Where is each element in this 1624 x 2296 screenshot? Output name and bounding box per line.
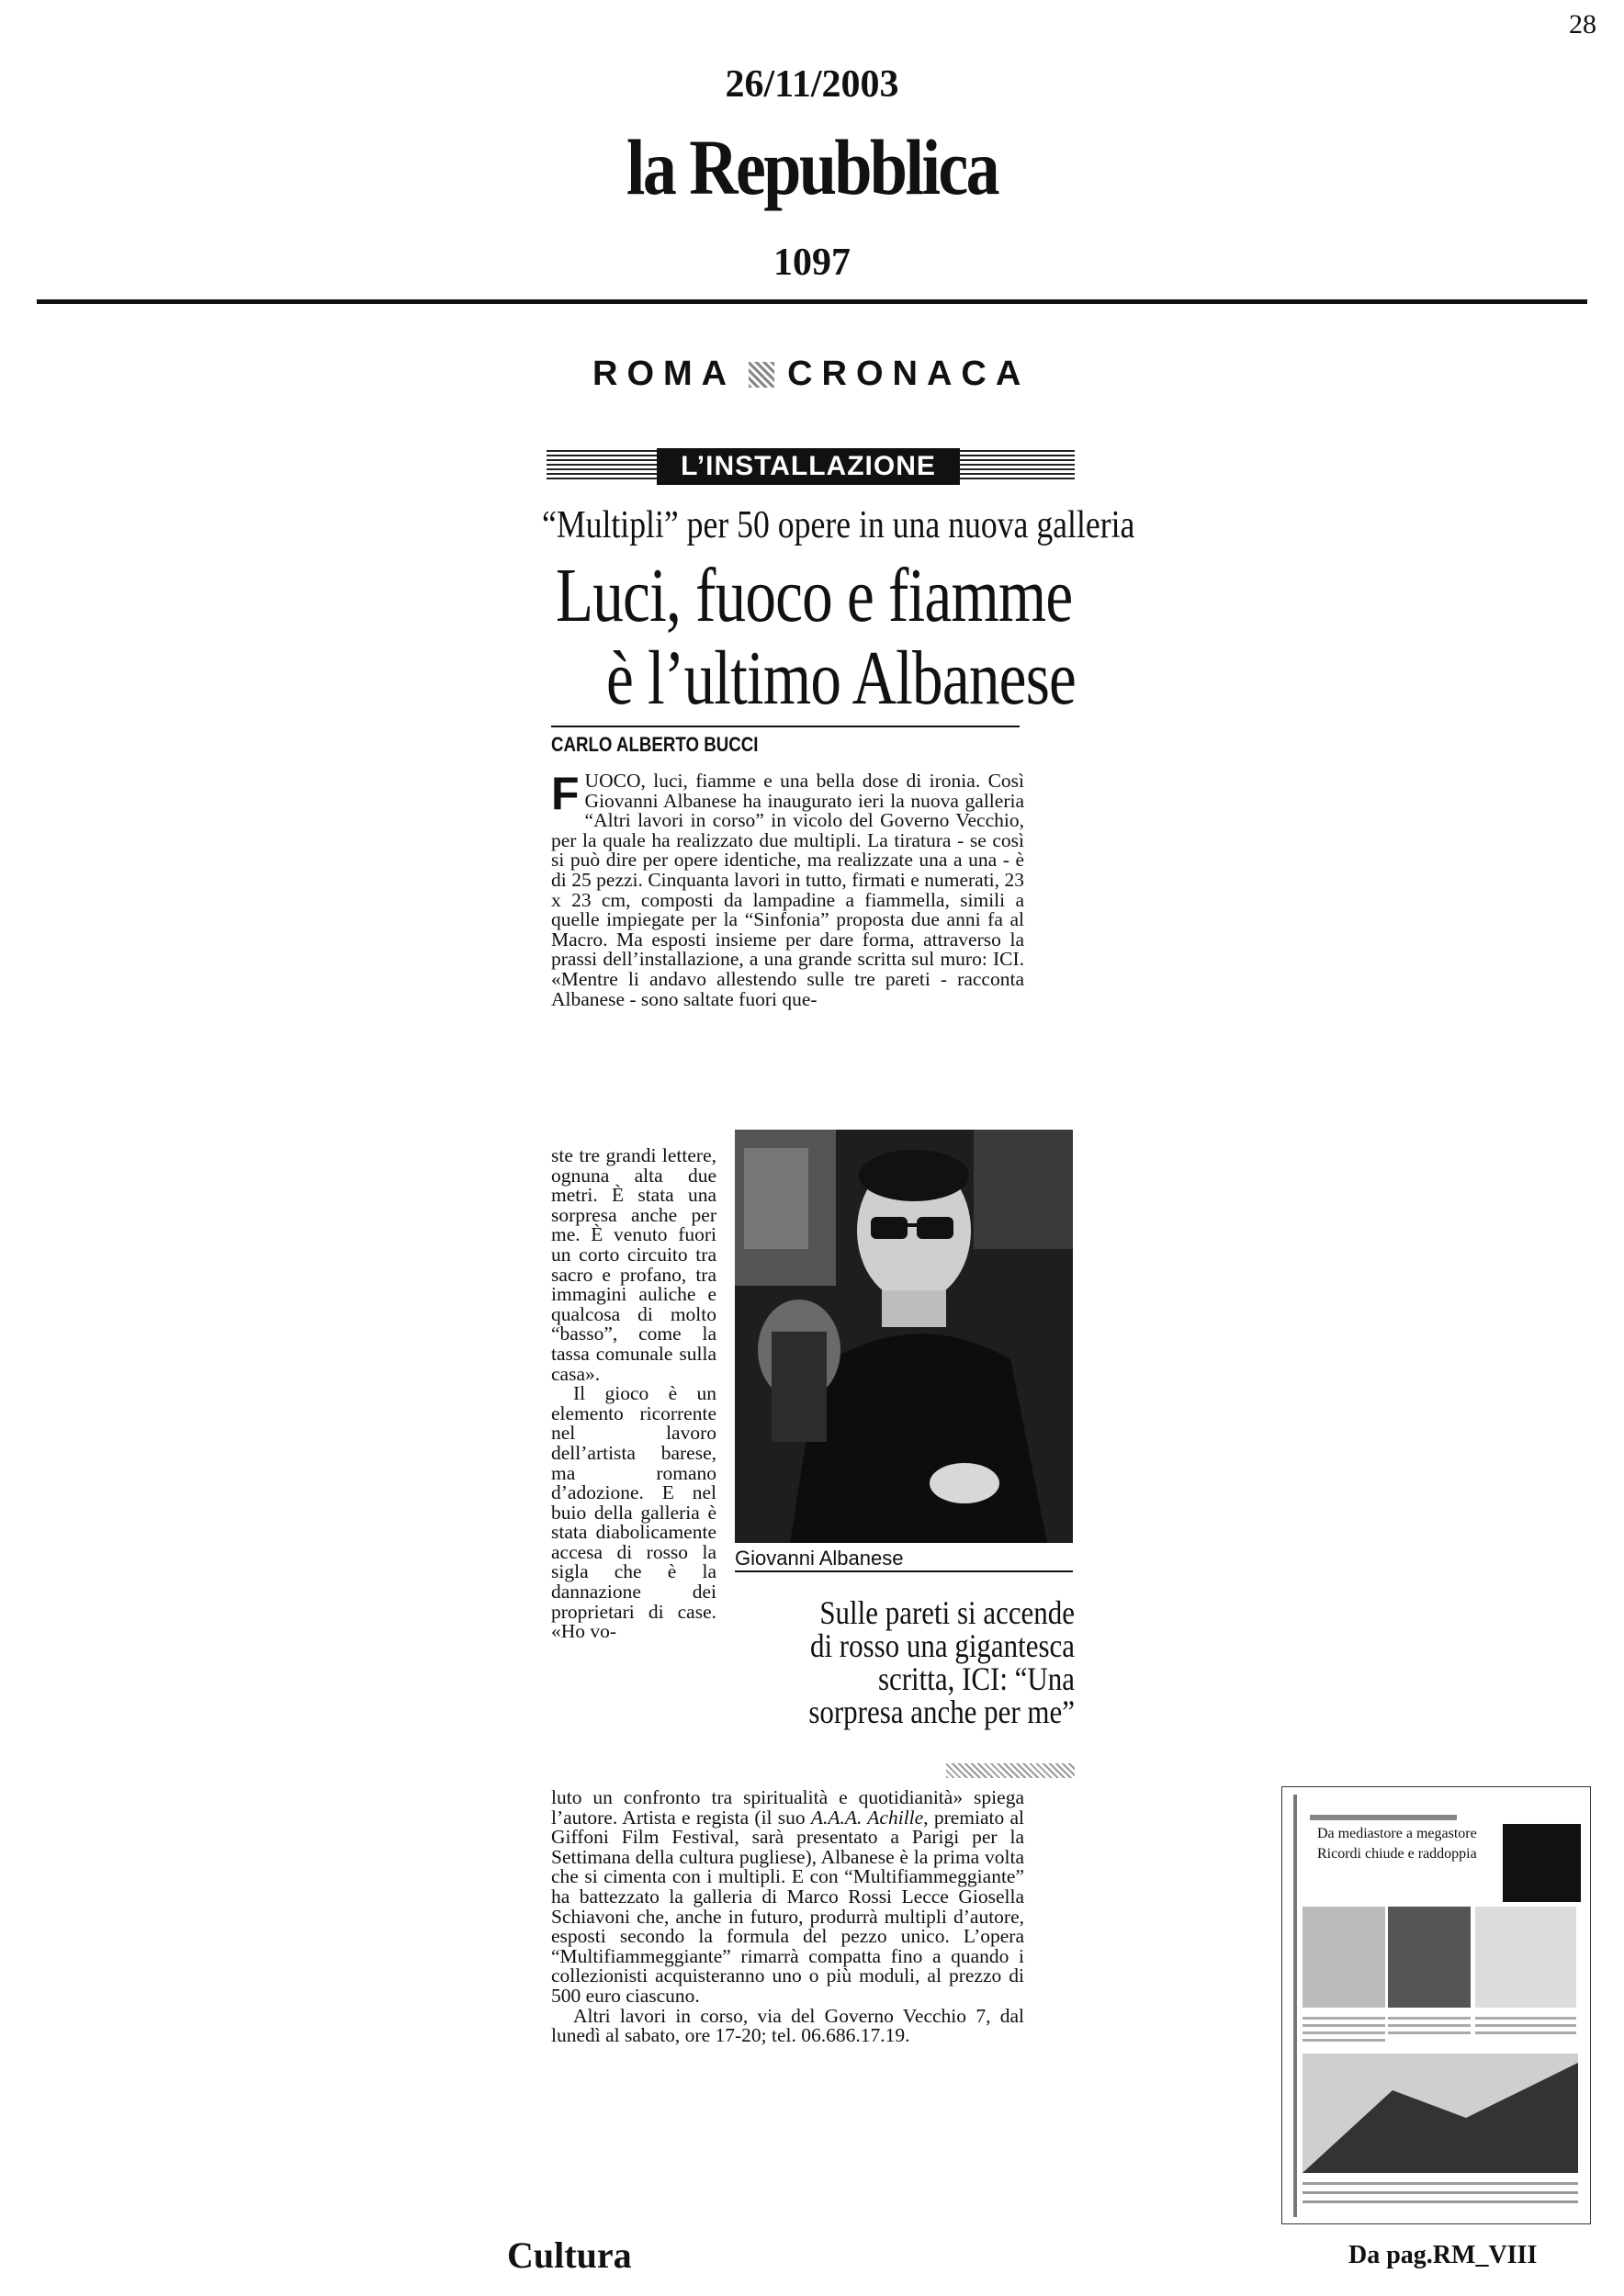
caption-divider: [735, 1570, 1073, 1572]
section-separator-icon: [749, 362, 774, 388]
pull-quote-line: scritta, ICI: “Una: [877, 1660, 1075, 1697]
issue-code: 1097: [773, 242, 851, 284]
pull-quote-ornament: [946, 1763, 1075, 1778]
section-right: CRONACA: [787, 355, 1031, 393]
newspaper-masthead: la Repubblica: [626, 123, 998, 211]
article-body-top: [551, 768, 1024, 1010]
article-headline-line1: Luci, fuoco e fiamme: [556, 553, 1073, 638]
film-title: A.A.A. Achille: [810, 1806, 924, 1829]
footer-page-reference: Da pag.RM_VIII: [1348, 2241, 1538, 2269]
article-subheadline: “Multipli” per 50 opere in una nuova galleria: [542, 504, 1135, 546]
paragraph-text: luto un confronto tra spiritualità e quotidianità» spiega l’autore. Artista e regista (il suo: [551, 1786, 1024, 1829]
publication-date: 26/11/2003: [725, 63, 899, 106]
artist-portrait-image: [735, 1130, 1073, 1543]
article-paragraph-3: Altri lavori in corso, via del Governo Vecchio 7, dal lunedì al sabato, ore 17-20; tel. 06.686.17.19.: [551, 2004, 1024, 2047]
footer-section-label: Cultura: [507, 2234, 632, 2276]
artist-photo: [735, 1130, 1073, 1543]
article-body-narrow: [551, 1146, 716, 1642]
thumbnail-headline-2: Ricordi chiude e raddoppia: [1317, 1846, 1477, 1862]
pull-quote: [735, 1596, 1075, 1728]
thumbnail-headline: Da mediastore a megastore: [1317, 1826, 1477, 1841]
photo-caption: Giovanni Albanese: [735, 1547, 904, 1570]
pull-quote-line: Sulle pareti si accende: [819, 1594, 1075, 1631]
section-header: [592, 355, 1030, 394]
article-headline-line2: è l’ultimo Albanese: [606, 636, 1077, 721]
section-left: ROMA: [592, 355, 737, 393]
article-byline: CARLO ALBERTO BUCCI: [551, 733, 759, 756]
article-paragraph-1: UOCO, luci, fiamme e una bella dose di ironia. Così Giovanni Albanese ha inaugurato ieri la nuova galleria “Altri lavori in corso” in vicolo del Governo Vecchio, per la quale ha realizzato due multipli. La tiratura - se così si può dire per opere identiche, ma realizzate una a una - è di 25 pezzi. Cinquanta lavori in tutto, firmati e numerati, 23 x 23 cm, composti da lampadine a fiammella, simili a quelle impiegate per la “Sinfonia” proposta due anni fa al Macro. Ma esposti insieme per dare forma, attraverso la prassi dell’installazione, a una grande scritta sul muro: ICI. «Mentre li andavo allestendo sulle tre pareti - racconta Albanese - sono saltate fuori que-: [551, 770, 1024, 1010]
article-kicker: L’INSTALLAZIONE: [657, 448, 960, 485]
article-paragraph-1-cont: ste tre grandi lettere, ognuna alta due metri. È stata una sorpresa anche per me. È venuto fuori un corto circuito tra sacro e profano, tra immagini auliche e qualcosa di molto “basso”, come la tassa comunale sulla casa».: [551, 1144, 716, 1385]
byline-divider: [551, 726, 1020, 727]
page-number: 28: [1569, 9, 1596, 39]
article-paragraph-2: Il gioco è un elemento ricorrente nel lavoro dell’artista barese, ma romano d’adozione. E nel buio della galleria è stata diabolicamente accesa di rosso la sigla che è la dannazione dei proprietari di case. «Ho vo-: [551, 1382, 716, 1643]
paragraph-text: , premiato al Giffoni Film Festival, sarà presentato a Parigi per la Settimana della cultura pugliese), Albanese è la prima volta che si cimenta con i multipli. E con “Multifiammeggiante” ha battezzato la galleria di Marco Rossi Lecce Giosella Schiavoni che, anche in futuro, produrrà multipli d’autore, esposti secondo la formula del pezzo unico. L’opera “Multifiammeggiante” rimarrà compatta fino a quando i collezionisti acquisteranno uno o più moduli, al prezzo di 500 euro ciascuno.: [551, 1806, 1024, 2007]
source-page-thumbnail: [1281, 1786, 1591, 2224]
pull-quote-line: di rosso una gigantesca: [809, 1627, 1075, 1664]
pull-quote-line: sorpresa anche per me”: [808, 1694, 1075, 1730]
drop-cap: F: [551, 768, 580, 819]
article-body-bottom: [551, 1788, 1024, 2046]
top-divider: [37, 299, 1587, 304]
article-paragraph-2-cont: [551, 1788, 1024, 2007]
